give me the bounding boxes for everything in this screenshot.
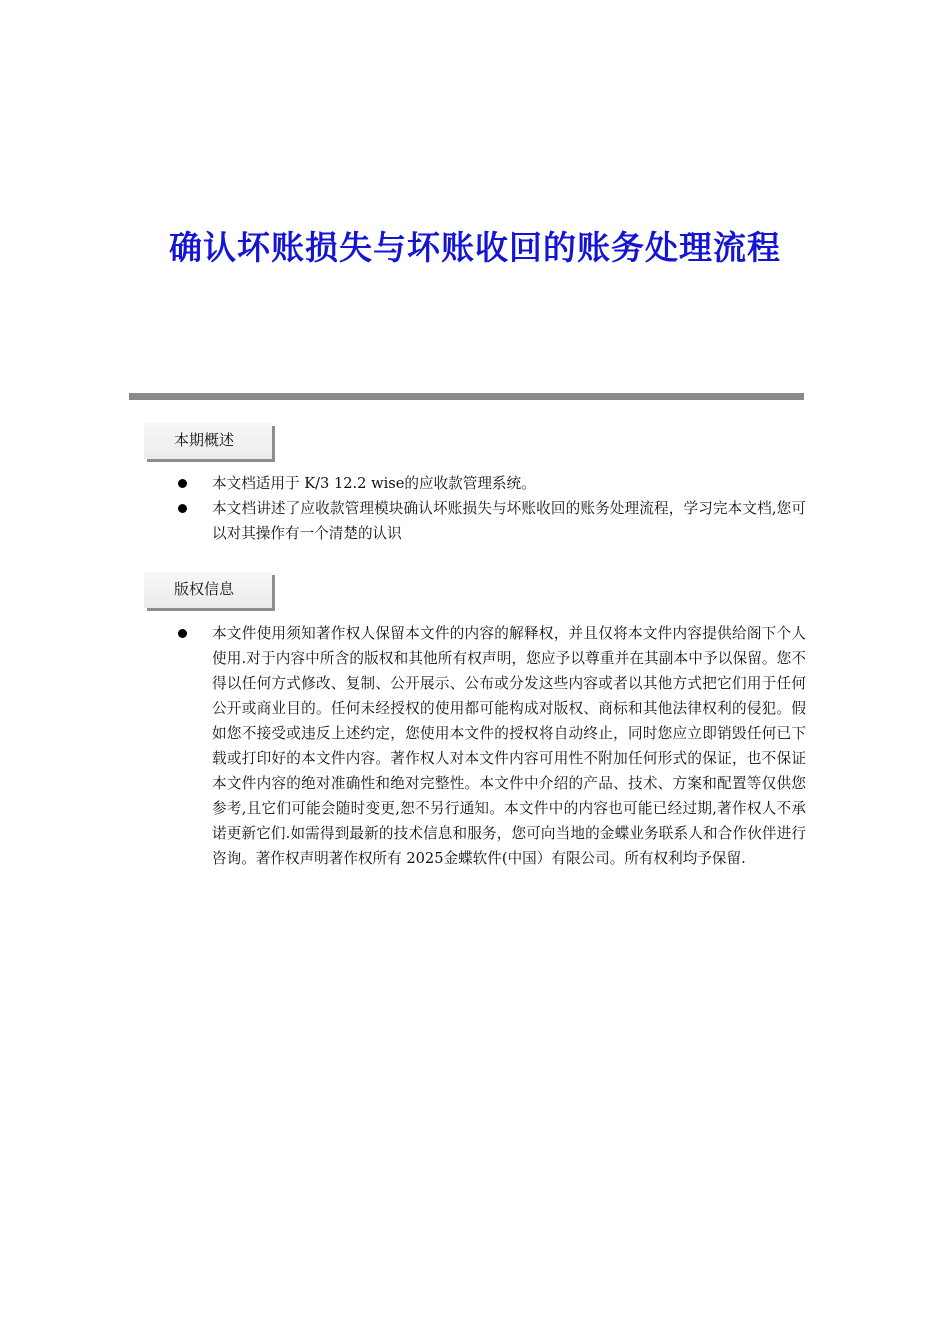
overview-item-text: 本文档讲述了应收款管理模块确认坏账损失与坏账收回的账务处理流程，学习完本文档,您可以对其操作有一个清楚的认识 [212,500,806,542]
list-item [176,496,806,546]
bullet-icon [178,479,187,488]
overview-item-text: 本文档适用于 K/3 12.2 wise的应收款管理系统。 [212,475,536,492]
bullet-icon [178,504,187,513]
bullet-icon [178,629,187,638]
copyright-section-tab: 版权信息 [144,572,272,608]
overview-section-tab: 本期概述 [144,423,272,459]
page-title: 确认坏账损失与坏账收回的账务处理流程 [169,228,781,268]
copyright-item-text: 本文件使用须知著作权人保留本文件的内容的解释权，并且仅将本文件内容提供给阁下个人使用.对于内容中所含的版权和其他所有权声明，您应予以尊重并在其副本中予以保留。您不得以任何方式修改、复制、公开展示、公布或分发这些内容或者以其他方式把它们用于任何公开或商业目的。任何未经授权的使用都可能构成对版权、商标和其他法律权利的侵犯。假如您不接受或违反上述约定，您使用本文件的授权将自动终止，同时您应立即销毁任何已下载或打印好的本文件内容。著作权人对本文件内容可用性不附加任何形式的保证，也不保证本文件内容的绝对准确性和绝对完整性。本文件中介绍的产品、技术、方案和配置等仅供您参考,且它们可能会随时变更,恕不另行通知。本文件中的内容也可能已经过期,著作权人不承诺更新它们.如需得到最新的技术信息和服务，您可向当地的金蝶业务联系人和合作伙伴进行咨询。著作权声明著作权所有 2025金蝶软件(中国）有限公司。所有权利均予保留. [212,625,806,867]
list-item [176,471,806,496]
list-item [176,621,806,871]
section-divider [129,393,804,400]
overview-list [176,471,806,546]
copyright-list [176,621,806,871]
